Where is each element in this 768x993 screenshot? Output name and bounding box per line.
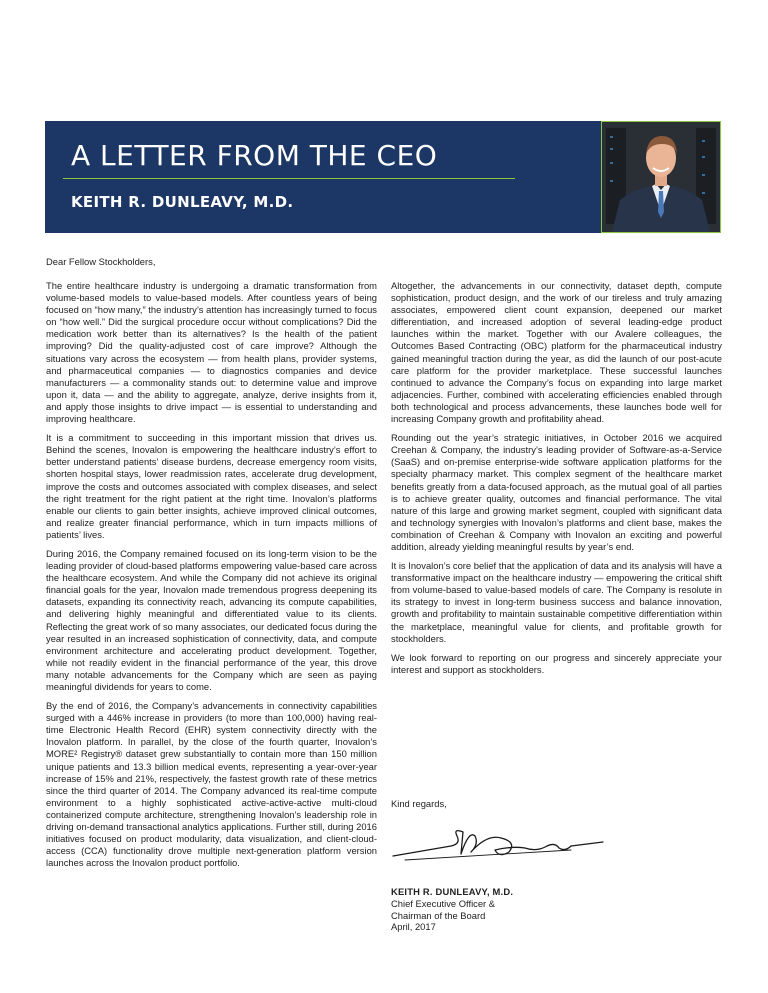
paragraph: The entire healthcare industry is undergoing a dramatic transformation from volume-based models to value-based models. After countless years of being focused on “how many,” the industry’s attention has increasingly turned to focus on “how well.” Did the surgical procedure occur without complications? Did the medication work better than its alternatives? Is the health of the patient improving? Did the quality-adjusted cost of care improve? Although the situations vary across the ecosystem — from health plans, provider systems, and pharmaceutical companies — to diagnostics companies and device manufacturers — a commonality stands out: to determine value and improve upon it, data — and the ability to aggregate, analyze, derive insights from it, and apply those insights to drive impact — is essential to understanding and improving healthcare.	[46, 280, 377, 425]
signature	[391, 822, 605, 864]
author-name: KEITH R. DUNLEAVY, M.D.	[71, 193, 294, 211]
title-divider	[63, 178, 515, 179]
paragraph: During 2016, the Company remained focused on its long-term vision to be the leading provider of cloud-based platforms empowering value-based care across the healthcare ecosystem. And while the Company did not achieve its original financial goals for the year, Inovalon made tremendous progress deepening its datasets, expanding its connectivity reach, advancing its compute capabilities, and delivering highly meaningful and differentiated value to its clients. Reflecting the great work of so many associates, our dedicated focus during the year resulted in an increased sophistication of connectivity, data, and compute environment architecture and accelerating product development. Together, while not readily evident in the financial performance of the year, this drove many notable advancements for the Company which are seen as paying meaningful dividends for years to come.	[46, 547, 377, 692]
signer-title: Chairman of the Board	[391, 909, 486, 921]
page-title: A LETTER FROM THE CEO	[71, 139, 438, 172]
letter-date: April, 2017	[391, 921, 436, 933]
letter-column-left	[46, 280, 377, 876]
signer-name: KEITH R. DUNLEAVY, M.D.	[391, 886, 514, 897]
ceo-portrait	[601, 121, 721, 233]
header-banner	[45, 121, 601, 233]
signature-block	[391, 886, 513, 933]
signer-title: Chief Executive Officer &	[391, 897, 496, 909]
paragraph: We look forward to reporting on our progress and sincerely appreciate your interest and support as stockholders.	[391, 651, 722, 675]
closing: Kind regards,	[391, 798, 447, 809]
salutation: Dear Fellow Stockholders,	[46, 256, 156, 267]
letter-column-right	[391, 280, 722, 683]
paragraph: Rounding out the year’s strategic initiatives, in October 2016 we acquired Creehan & Company, the industry’s leading provider of Software-as-a-Service (SaaS) and on-premise enterprise-wide software application platforms for the specialty pharmacy market. This complex segment of the healthcare market benefits greatly from a data-focused approach, as the mutual goal of all parties is to achieve greater quality, outcomes and financial performance. The vital nature of this large and growing market segment, coupled with significant data and technology synergies with Inovalon’s platforms and client base, makes the combination of Creehan & Company with Inovalon an exciting and powerful addition, already yielding meaningful results by year’s end.	[391, 432, 722, 552]
paragraph: It is Inovalon’s core belief that the application of data and its analysis will have a transformative impact on the healthcare industry — empowering the critical shift from volume-based to value-based models of care. The Company is resolute in its strategy to invest in long-term business success and balance innovation, growth and profitability to maintain sustainable competitive differentiation within the marketplace, meaningful value for clients, and profitable growth for stockholders.	[391, 560, 722, 644]
portrait-illustration	[602, 122, 720, 232]
paragraph: Altogether, the advancements in our connectivity, dataset depth, compute sophistication, product design, and the work of our tireless and truly amazing associates, empowered client count expansion, deepened our market differentiation, and increased adoption of several leading-edge product launches within the market. Together with our Avalere colleagues, the Outcomes Based Contracting (OBC) platform for the pharmaceutical industry gained meaningful traction during the year, as did the launch of our post-acute care platform for the provider marketplace. These successful launches continued to advance the Company’s focus on expanding into large market adjacencies. Further, combined with accelerating efficiencies enabled through both technological and process advancements, these launches bode well for increasing Company growth and profitability ahead.	[391, 280, 722, 425]
paragraph: It is a commitment to succeeding in this important mission that drives us. Behind the scenes, Inovalon is empowering the healthcare industry’s effort to better understand patients’ disease burdens, decrease emergency room visits, shorten hospital stays, lower readmission rates, accelerate drug development, improve the costs and outcomes associated with complex diseases, and select the right treatment for the right patient at the right time. Inovalon’s platforms enable our clients to gain better insights, achieve improved clinical outcomes, and realize greater financial performance, which in turn impacts millions of patients’ lives.	[46, 432, 377, 540]
paragraph: By the end of 2016, the Company’s advancements in connectivity capabilities surged with a 446% increase in providers (to more than 100,000) having real-time Electronic Health Record (EHR) system connectivity directly with the Inovalon platform. In parallel, by the close of the fourth quarter, Inovalon’s MORE² Registry® dataset grew substantially to contain more than 150 million unique patients and 13.3 billion medical events, representing a year-over-year increase of 15% and 21%, respectively, the fastest growth rate of these metrics since the third quarter of 2014. The Company advanced its real-time compute environment to a highly sophisticated active-active-active multi-cloud containerized compute architecture, strengthening Inovalon’s leadership role in driving on-demand transactional analytics applications. Further still, during 2016 initiatives focused on product modularity, data visualization, and client-cloud-access (CCA) functionality drove multiple next-generation platform version launches across the Inovalon product portfolio.	[46, 700, 377, 869]
